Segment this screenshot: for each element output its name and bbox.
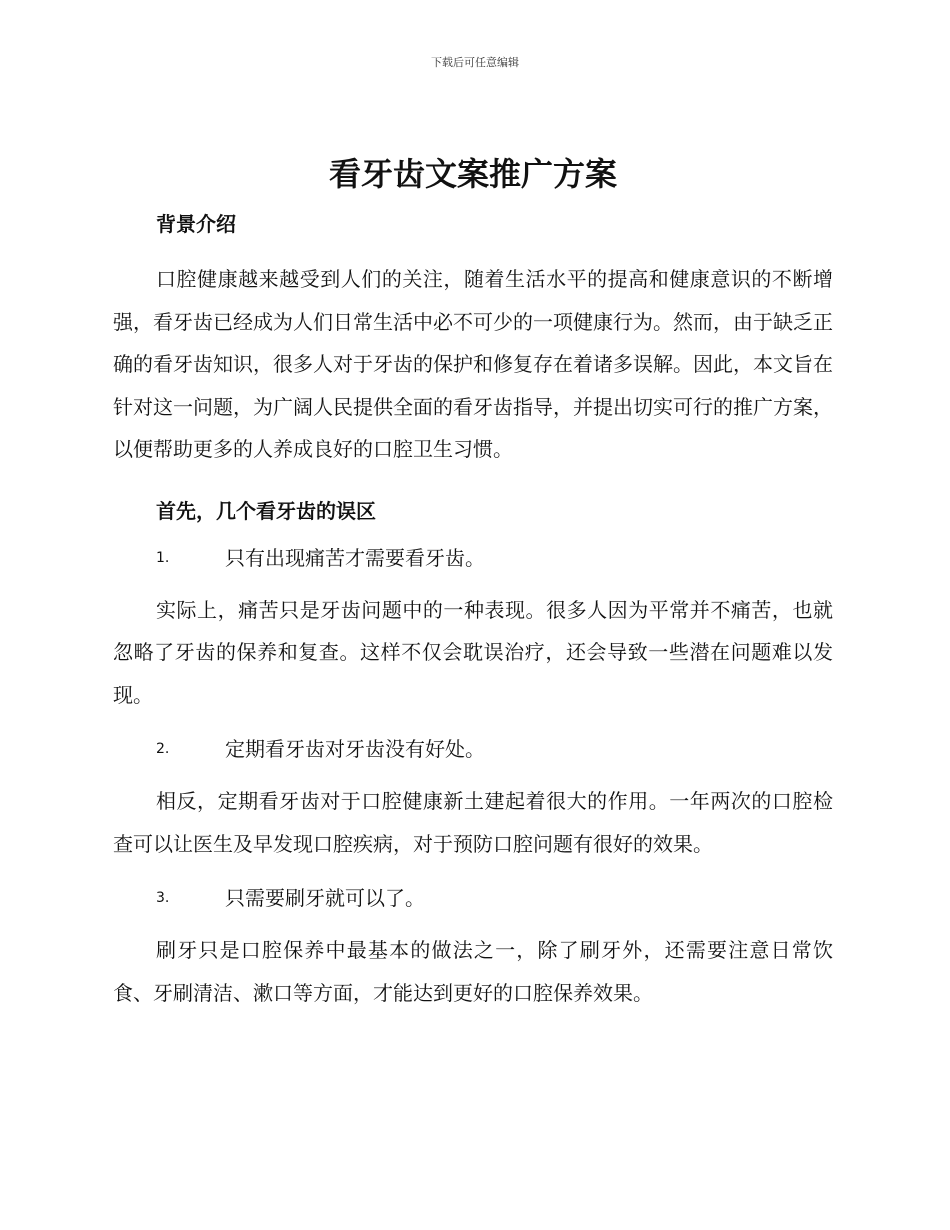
background-heading: 背景介绍 (156, 212, 236, 236)
myth-title: 定期看牙齿对牙齿没有好处。 (225, 737, 485, 761)
myth-explanation-1: 实际上，痛苦只是牙齿问题中的一种表现。很多人因为平常并不痛苦，也就忽略了牙齿的保养和复查。这样不仅会耽误治疗，还会导致一些潜在问题难以发现。 (113, 597, 833, 707)
document-body (113, 150, 833, 1014)
document-title: 看牙齿文案推广方案 (328, 155, 617, 193)
myth-title: 只有出现痛苦才需要看牙齿。 (225, 545, 485, 570)
background-paragraph: 口腔健康越来越受到人们的关注，随着生活水平的提高和健康意识的不断增强，看牙齿已经成为人们日常生活中必不可少的一项健康行为。然而，由于缺乏正确的看牙齿知识，很多人对于牙齿的保护和修复存在着诸多误解。因此，本文旨在针对这一问题，为广阔人民提供全面的看牙齿指导，并提出切实可行的推广方案，以便帮助更多的人养成良好的口腔卫生习惯。 (113, 267, 833, 461)
myth-item-3 (113, 877, 833, 919)
header-note: 下载后可任意编辑 (431, 56, 519, 69)
myth-explanation-3: 刷牙只是口腔保养中最基本的做法之一，除了刷牙外，还需要注意日常饮食、牙刷清洁、漱口等方面，才能达到更好的口腔保养效果。 (113, 938, 833, 1005)
myth-item-1 (113, 537, 833, 579)
myth-explanation-2: 相反，定期看牙齿对于口腔健康新土建起着很大的作用。一年两次的口腔检查可以让医生及早发现口腔疾病，对于预防口腔问题有很好的效果。 (113, 789, 833, 856)
myths-heading: 首先，几个看牙齿的误区 (156, 498, 376, 523)
myth-item-2 (113, 728, 833, 770)
myth-number: 2. (156, 741, 170, 757)
myth-number: 3. (156, 890, 170, 906)
myth-title: 只需要刷牙就可以了。 (225, 886, 425, 910)
myth-number: 1. (156, 549, 170, 566)
